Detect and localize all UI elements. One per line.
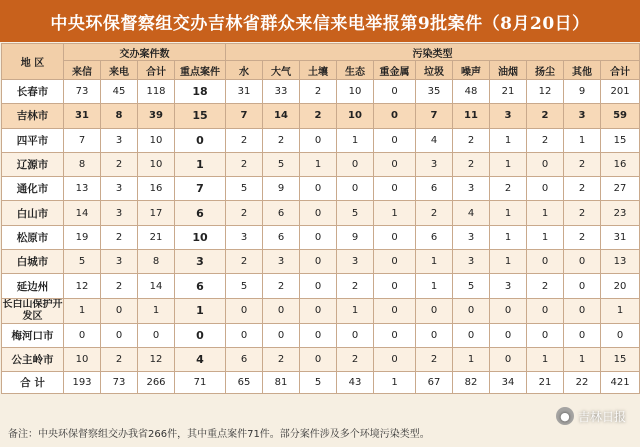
other-cell: 9 bbox=[564, 80, 601, 104]
region-cell: 白山市 bbox=[2, 201, 64, 225]
letters-cell: 193 bbox=[64, 372, 101, 394]
ecology-cell: 43 bbox=[337, 372, 374, 394]
header-key-cases: 重点案件 bbox=[175, 61, 226, 80]
garbage-cell: 0 bbox=[416, 298, 453, 323]
case-total-cell: 1 bbox=[138, 298, 175, 323]
ecology-cell: 10 bbox=[337, 80, 374, 104]
soil-cell: 0 bbox=[300, 177, 337, 201]
noise-cell: 4 bbox=[453, 201, 490, 225]
air-cell: 0 bbox=[263, 323, 300, 347]
letters-cell: 7 bbox=[64, 128, 101, 152]
garbage-cell: 3 bbox=[416, 152, 453, 176]
header-soil: 土壤 bbox=[300, 61, 337, 80]
ecology-cell: 10 bbox=[337, 104, 374, 128]
table-row bbox=[2, 323, 640, 347]
noise-cell: 3 bbox=[453, 225, 490, 249]
soil-cell: 0 bbox=[300, 201, 337, 225]
key-cases-cell: 3 bbox=[175, 250, 226, 274]
key-cases-cell: 15 bbox=[175, 104, 226, 128]
dust-cell: 1 bbox=[527, 225, 564, 249]
dust-cell: 1 bbox=[527, 201, 564, 225]
letters-cell: 31 bbox=[64, 104, 101, 128]
key-cases-cell: 18 bbox=[175, 80, 226, 104]
noise-cell: 0 bbox=[453, 323, 490, 347]
heavy-metal-cell: 0 bbox=[374, 104, 416, 128]
water-cell: 5 bbox=[226, 274, 263, 298]
region-cell: 公主岭市 bbox=[2, 347, 64, 371]
ecology-cell: 0 bbox=[337, 323, 374, 347]
dust-cell: 21 bbox=[527, 372, 564, 394]
case-total-cell: 17 bbox=[138, 201, 175, 225]
soil-cell: 0 bbox=[300, 323, 337, 347]
header-group-pollution: 污染类型 bbox=[226, 44, 640, 61]
water-cell: 2 bbox=[226, 250, 263, 274]
air-cell: 33 bbox=[263, 80, 300, 104]
heavy-metal-cell: 0 bbox=[374, 274, 416, 298]
region-cell: 辽源市 bbox=[2, 152, 64, 176]
pollution-total-cell: 23 bbox=[601, 201, 640, 225]
dust-cell: 1 bbox=[527, 347, 564, 371]
dust-cell: 0 bbox=[527, 298, 564, 323]
dust-cell: 0 bbox=[527, 152, 564, 176]
calls-cell: 3 bbox=[101, 177, 138, 201]
letters-cell: 14 bbox=[64, 201, 101, 225]
other-cell: 1 bbox=[564, 347, 601, 371]
fume-cell: 3 bbox=[490, 104, 527, 128]
other-cell: 2 bbox=[564, 152, 601, 176]
ecology-cell: 1 bbox=[337, 298, 374, 323]
fume-cell: 0 bbox=[490, 347, 527, 371]
heavy-metal-cell: 0 bbox=[374, 225, 416, 249]
pollution-total-cell: 421 bbox=[601, 372, 640, 394]
water-cell: 31 bbox=[226, 80, 263, 104]
header-row-groups bbox=[2, 44, 640, 61]
region-cell: 梅河口市 bbox=[2, 323, 64, 347]
case-total-cell: 10 bbox=[138, 128, 175, 152]
case-total-cell: 21 bbox=[138, 225, 175, 249]
dust-cell: 2 bbox=[527, 104, 564, 128]
table-row bbox=[2, 104, 640, 128]
heavy-metal-cell: 0 bbox=[374, 128, 416, 152]
noise-cell: 2 bbox=[453, 152, 490, 176]
header-pollution-total: 合计 bbox=[601, 61, 640, 80]
calls-cell: 3 bbox=[101, 201, 138, 225]
fume-cell: 1 bbox=[490, 201, 527, 225]
table-row bbox=[2, 225, 640, 249]
calls-cell: 2 bbox=[101, 347, 138, 371]
water-cell: 65 bbox=[226, 372, 263, 394]
ecology-cell: 3 bbox=[337, 250, 374, 274]
letters-cell: 0 bbox=[64, 323, 101, 347]
header-noise: 噪声 bbox=[453, 61, 490, 80]
other-cell: 0 bbox=[564, 274, 601, 298]
region-cell: 长白山保护开发区 bbox=[2, 298, 63, 322]
air-cell: 6 bbox=[263, 201, 300, 225]
region-cell: 四平市 bbox=[2, 128, 64, 152]
air-cell: 81 bbox=[263, 372, 300, 394]
air-cell: 9 bbox=[263, 177, 300, 201]
heavy-metal-cell: 1 bbox=[374, 372, 416, 394]
header-letters: 来信 bbox=[64, 61, 101, 80]
letters-cell: 13 bbox=[64, 177, 101, 201]
region-cell: 长春市 bbox=[2, 80, 64, 104]
key-cases-cell: 71 bbox=[175, 372, 226, 394]
fume-cell: 0 bbox=[490, 298, 527, 323]
case-total-cell: 118 bbox=[138, 80, 175, 104]
garbage-cell: 1 bbox=[416, 274, 453, 298]
table-row bbox=[2, 274, 640, 298]
calls-cell: 2 bbox=[101, 225, 138, 249]
key-cases-cell: 1 bbox=[175, 152, 226, 176]
fume-cell: 3 bbox=[490, 274, 527, 298]
ecology-cell: 2 bbox=[337, 347, 374, 371]
header-ecology: 生态 bbox=[337, 61, 374, 80]
soil-cell: 2 bbox=[300, 104, 337, 128]
other-cell: 2 bbox=[564, 201, 601, 225]
table-row bbox=[2, 152, 640, 176]
pollution-total-cell: 16 bbox=[601, 152, 640, 176]
header-calls: 来电 bbox=[101, 61, 138, 80]
water-cell: 3 bbox=[226, 225, 263, 249]
table-row bbox=[2, 298, 640, 323]
case-total-cell: 16 bbox=[138, 177, 175, 201]
water-cell: 0 bbox=[226, 298, 263, 323]
pollution-total-cell: 0 bbox=[601, 323, 640, 347]
dust-cell: 0 bbox=[527, 177, 564, 201]
other-cell: 2 bbox=[564, 177, 601, 201]
table-row bbox=[2, 201, 640, 225]
noise-cell: 11 bbox=[453, 104, 490, 128]
other-cell: 0 bbox=[564, 298, 601, 323]
fume-cell: 2 bbox=[490, 177, 527, 201]
pollution-total-cell: 31 bbox=[601, 225, 640, 249]
table-row bbox=[2, 347, 640, 371]
case-total-cell: 12 bbox=[138, 347, 175, 371]
water-cell: 7 bbox=[226, 104, 263, 128]
ecology-cell: 0 bbox=[337, 152, 374, 176]
header-dust: 扬尘 bbox=[527, 61, 564, 80]
garbage-cell: 2 bbox=[416, 201, 453, 225]
air-cell: 5 bbox=[263, 152, 300, 176]
calls-cell: 73 bbox=[101, 372, 138, 394]
air-cell: 0 bbox=[263, 298, 300, 323]
key-cases-cell: 1 bbox=[175, 298, 226, 323]
soil-cell: 0 bbox=[300, 128, 337, 152]
table-row bbox=[2, 128, 640, 152]
water-cell: 2 bbox=[226, 201, 263, 225]
calls-cell: 3 bbox=[101, 250, 138, 274]
noise-cell: 48 bbox=[453, 80, 490, 104]
soil-cell: 0 bbox=[300, 274, 337, 298]
noise-cell: 2 bbox=[453, 128, 490, 152]
header-fume: 油烟 bbox=[490, 61, 527, 80]
header-row-columns bbox=[2, 61, 640, 80]
water-cell: 0 bbox=[226, 323, 263, 347]
key-cases-cell: 0 bbox=[175, 323, 226, 347]
pollution-total-cell: 59 bbox=[601, 104, 640, 128]
soil-cell: 1 bbox=[300, 152, 337, 176]
pollution-total-cell: 13 bbox=[601, 250, 640, 274]
soil-cell: 0 bbox=[300, 225, 337, 249]
air-cell: 2 bbox=[263, 347, 300, 371]
dust-cell: 12 bbox=[527, 80, 564, 104]
pollution-total-cell: 27 bbox=[601, 177, 640, 201]
watermark-text: 吉林日报 bbox=[577, 409, 626, 424]
garbage-cell: 6 bbox=[416, 225, 453, 249]
key-cases-cell: 4 bbox=[175, 347, 226, 371]
letters-cell: 19 bbox=[64, 225, 101, 249]
calls-cell: 0 bbox=[101, 323, 138, 347]
letters-cell: 1 bbox=[64, 298, 101, 323]
water-cell: 6 bbox=[226, 347, 263, 371]
footnote: 备注：中央环保督察组交办我省266件，其中重点案件71件。部分案件涉及多个环境污染类型。 bbox=[8, 429, 430, 440]
letters-cell: 5 bbox=[64, 250, 101, 274]
soil-cell: 0 bbox=[300, 347, 337, 371]
wechat-icon: ● bbox=[556, 407, 574, 425]
calls-cell: 8 bbox=[101, 104, 138, 128]
case-total-cell: 266 bbox=[138, 372, 175, 394]
other-cell: 3 bbox=[564, 104, 601, 128]
calls-cell: 45 bbox=[101, 80, 138, 104]
case-total-cell: 10 bbox=[138, 152, 175, 176]
dust-cell: 0 bbox=[527, 250, 564, 274]
region-cell: 白城市 bbox=[2, 250, 64, 274]
key-cases-cell: 7 bbox=[175, 177, 226, 201]
key-cases-cell: 10 bbox=[175, 225, 226, 249]
ecology-cell: 1 bbox=[337, 128, 374, 152]
header-other: 其他 bbox=[564, 61, 601, 80]
heavy-metal-cell: 0 bbox=[374, 177, 416, 201]
pollution-total-cell: 201 bbox=[601, 80, 640, 104]
ecology-cell: 9 bbox=[337, 225, 374, 249]
header-region: 地 区 bbox=[2, 44, 64, 80]
pollution-total-cell: 15 bbox=[601, 128, 640, 152]
key-cases-cell: 6 bbox=[175, 201, 226, 225]
calls-cell: 3 bbox=[101, 128, 138, 152]
key-cases-cell: 6 bbox=[175, 274, 226, 298]
soil-cell: 2 bbox=[300, 80, 337, 104]
header-case-total: 合计 bbox=[138, 61, 175, 80]
dust-cell: 2 bbox=[527, 128, 564, 152]
table-row bbox=[2, 250, 640, 274]
water-cell: 2 bbox=[226, 152, 263, 176]
garbage-cell: 2 bbox=[416, 347, 453, 371]
pollution-total-cell: 15 bbox=[601, 347, 640, 371]
water-cell: 2 bbox=[226, 128, 263, 152]
calls-cell: 2 bbox=[101, 274, 138, 298]
table-row bbox=[2, 177, 640, 201]
noise-cell: 3 bbox=[453, 250, 490, 274]
case-total-cell: 14 bbox=[138, 274, 175, 298]
soil-cell: 5 bbox=[300, 372, 337, 394]
heavy-metal-cell: 0 bbox=[374, 152, 416, 176]
soil-cell: 0 bbox=[300, 298, 337, 323]
case-total-cell: 39 bbox=[138, 104, 175, 128]
noise-cell: 0 bbox=[453, 298, 490, 323]
ecology-cell: 5 bbox=[337, 201, 374, 225]
fume-cell: 1 bbox=[490, 225, 527, 249]
header-group-cases: 交办案件数 bbox=[64, 44, 226, 61]
fume-cell: 34 bbox=[490, 372, 527, 394]
other-cell: 0 bbox=[564, 323, 601, 347]
header-air: 大气 bbox=[263, 61, 300, 80]
noise-cell: 5 bbox=[453, 274, 490, 298]
fume-cell: 1 bbox=[490, 250, 527, 274]
totals-label: 合 计 bbox=[2, 372, 64, 394]
heavy-metal-cell: 0 bbox=[374, 250, 416, 274]
page-title bbox=[0, 0, 640, 42]
other-cell: 0 bbox=[564, 250, 601, 274]
letters-cell: 73 bbox=[64, 80, 101, 104]
case-report-table bbox=[1, 43, 640, 394]
calls-cell: 2 bbox=[101, 152, 138, 176]
other-cell: 2 bbox=[564, 225, 601, 249]
case-total-cell: 0 bbox=[138, 323, 175, 347]
heavy-metal-cell: 0 bbox=[374, 298, 416, 323]
region-cell: 吉林市 bbox=[2, 104, 64, 128]
header-water: 水 bbox=[226, 61, 263, 80]
air-cell: 14 bbox=[263, 104, 300, 128]
air-cell: 3 bbox=[263, 250, 300, 274]
letters-cell: 10 bbox=[64, 347, 101, 371]
garbage-cell: 0 bbox=[416, 323, 453, 347]
garbage-cell: 7 bbox=[416, 104, 453, 128]
dust-cell: 0 bbox=[527, 323, 564, 347]
noise-cell: 1 bbox=[453, 347, 490, 371]
noise-cell: 82 bbox=[453, 372, 490, 394]
fume-cell: 1 bbox=[490, 152, 527, 176]
letters-cell: 12 bbox=[64, 274, 101, 298]
watermark bbox=[556, 407, 626, 425]
ecology-cell: 2 bbox=[337, 274, 374, 298]
dust-cell: 2 bbox=[527, 274, 564, 298]
fume-cell: 0 bbox=[490, 323, 527, 347]
heavy-metal-cell: 1 bbox=[374, 201, 416, 225]
heavy-metal-cell: 0 bbox=[374, 80, 416, 104]
fume-cell: 21 bbox=[490, 80, 527, 104]
fume-cell: 1 bbox=[490, 128, 527, 152]
other-cell: 22 bbox=[564, 372, 601, 394]
other-cell: 1 bbox=[564, 128, 601, 152]
heavy-metal-cell: 0 bbox=[374, 323, 416, 347]
case-total-cell: 8 bbox=[138, 250, 175, 274]
title-text: 中央环保督察组交办吉林省群众来信来电举报第9批案件（8月20日） bbox=[50, 13, 590, 34]
heavy-metal-cell: 0 bbox=[374, 347, 416, 371]
noise-cell: 3 bbox=[453, 177, 490, 201]
air-cell: 6 bbox=[263, 225, 300, 249]
garbage-cell: 67 bbox=[416, 372, 453, 394]
key-cases-cell: 0 bbox=[175, 128, 226, 152]
water-cell: 5 bbox=[226, 177, 263, 201]
garbage-cell: 1 bbox=[416, 250, 453, 274]
ecology-cell: 0 bbox=[337, 177, 374, 201]
header-garbage: 垃圾 bbox=[416, 61, 453, 80]
garbage-cell: 6 bbox=[416, 177, 453, 201]
air-cell: 2 bbox=[263, 274, 300, 298]
calls-cell: 0 bbox=[101, 298, 138, 323]
region-cell: 松原市 bbox=[2, 225, 64, 249]
table-row bbox=[2, 80, 640, 104]
soil-cell: 0 bbox=[300, 250, 337, 274]
air-cell: 2 bbox=[263, 128, 300, 152]
garbage-cell: 35 bbox=[416, 80, 453, 104]
letters-cell: 8 bbox=[64, 152, 101, 176]
region-cell: 通化市 bbox=[2, 177, 64, 201]
pollution-total-cell: 1 bbox=[601, 298, 640, 323]
totals-row bbox=[2, 372, 640, 394]
region-cell: 延边州 bbox=[2, 274, 64, 298]
pollution-total-cell: 20 bbox=[601, 274, 640, 298]
garbage-cell: 4 bbox=[416, 128, 453, 152]
header-heavy-metal: 重金属 bbox=[374, 61, 416, 80]
